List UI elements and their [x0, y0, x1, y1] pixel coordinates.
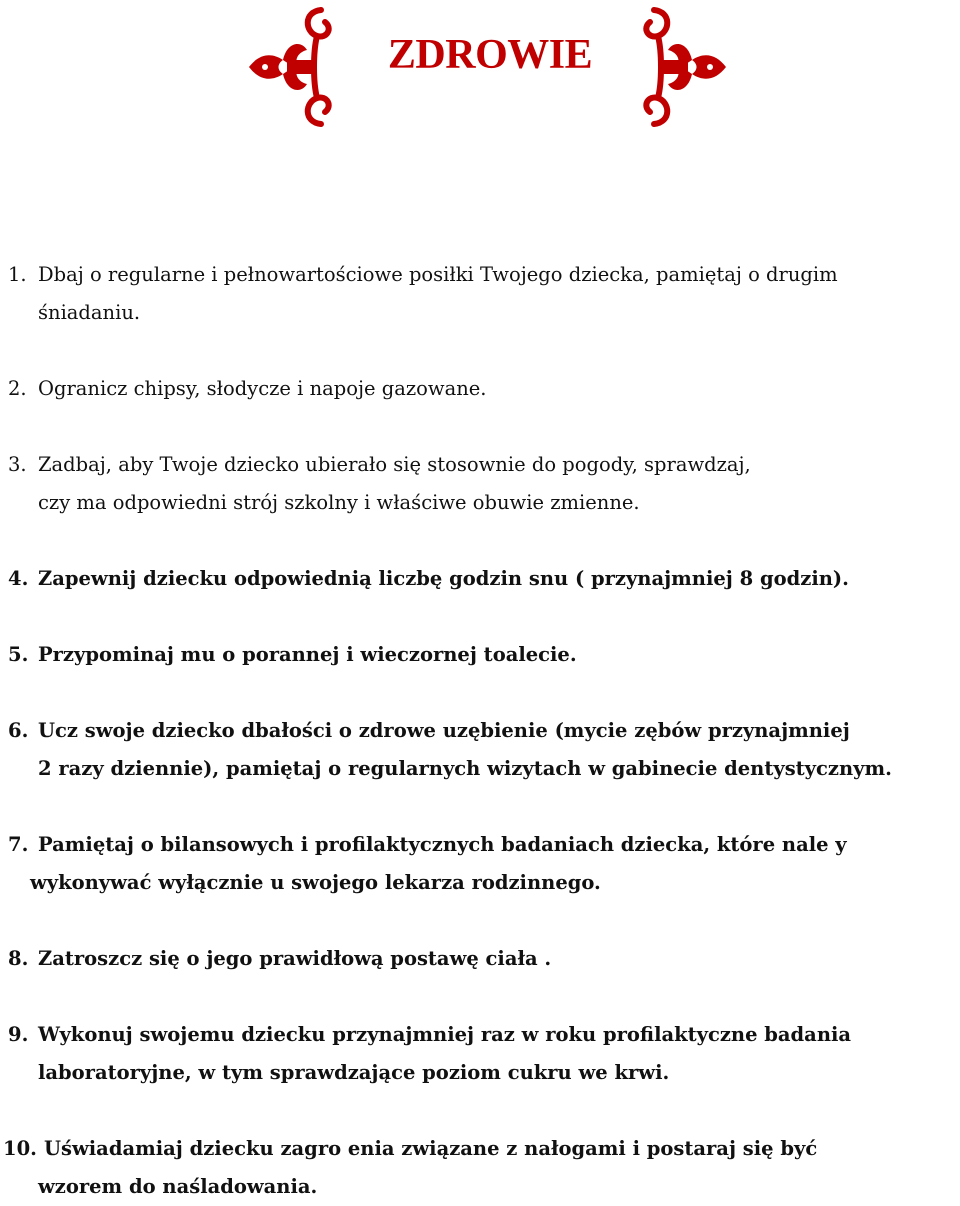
page-title-text: ZDROWIE — [387, 32, 593, 78]
list-item-number: 3. — [8, 453, 27, 476]
list-item-text: Pamiętaj o bilansowych i profilaktycznych badaniach dziecka, które nale y — [38, 833, 847, 856]
list-item-text: Dbaj o regularne i pełnowartościowe posiłki Twojego dziecka, pamiętaj o drugim — [38, 263, 838, 286]
list-item — [0, 1130, 960, 1206]
list-item-number: 6. — [8, 719, 29, 742]
fleur-de-lis-ornament-right-icon — [632, 2, 732, 132]
list-item-text: Zatroszcz się o jego prawidłową postawę ciała . — [38, 947, 552, 970]
list-item — [0, 1016, 960, 1092]
list-item — [0, 712, 960, 788]
list-item-number: 7. — [8, 833, 29, 856]
list-item-text: Ogranicz chipsy, słodycze i napoje gazowane. — [38, 377, 487, 400]
list-item-text: laboratoryjne, w tym sprawdzające poziom cukru we krwi. — [38, 1061, 670, 1084]
list-item — [0, 370, 960, 408]
list-item — [0, 636, 960, 674]
list-item — [0, 446, 960, 522]
list-item-text: wzorem do naśladowania. — [38, 1175, 318, 1198]
list-item — [0, 940, 960, 978]
list-item-text: Ucz swoje dziecko dbałości o zdrowe uzębienie (mycie zębów przynajmniej — [38, 719, 850, 742]
list-item-text: Wykonuj swojemu dziecku przynajmniej raz w roku profilaktyczne badania — [38, 1023, 852, 1046]
health-tips-list — [0, 256, 960, 1206]
list-item-number: 2. — [8, 377, 27, 400]
list-item — [0, 560, 960, 598]
list-item — [0, 256, 960, 332]
list-item-number: 10. — [3, 1137, 37, 1160]
page-title — [350, 30, 630, 80]
list-item-text: Zadbaj, aby Twoje dziecko ubierało się stosownie do pogody, sprawdzaj, — [38, 453, 751, 476]
fleur-de-lis-ornament-left-icon — [243, 2, 343, 132]
list-item-text: Uświadamiaj dziecku zagro enia związane z nałogami i postaraj się być — [44, 1137, 818, 1160]
list-item-text: śniadaniu. — [38, 301, 141, 324]
list-item-text: Przypominaj mu o porannej i wieczornej toalecie. — [38, 643, 577, 666]
list-item-text: czy ma odpowiedni strój szkolny i właściwe obuwie zmienne. — [38, 491, 640, 514]
list-item-number: 1. — [8, 263, 27, 286]
header — [0, 0, 960, 135]
list-item-number: 9. — [8, 1023, 29, 1046]
list-item-number: 4. — [8, 567, 29, 590]
list-item-text: 2 razy dziennie), pamiętaj o regularnych wizytach w gabinecie dentystycznym. — [38, 757, 892, 780]
list-item-number: 5. — [8, 643, 29, 666]
list-item-text: wykonywać wyłącznie u swojego lekarza rodzinnego. — [30, 871, 601, 894]
list-item — [0, 826, 960, 902]
list-item-number: 8. — [8, 947, 29, 970]
list-item-text: Zapewnij dziecku odpowiednią liczbę godzin snu ( przynajmniej 8 godzin). — [38, 567, 849, 590]
